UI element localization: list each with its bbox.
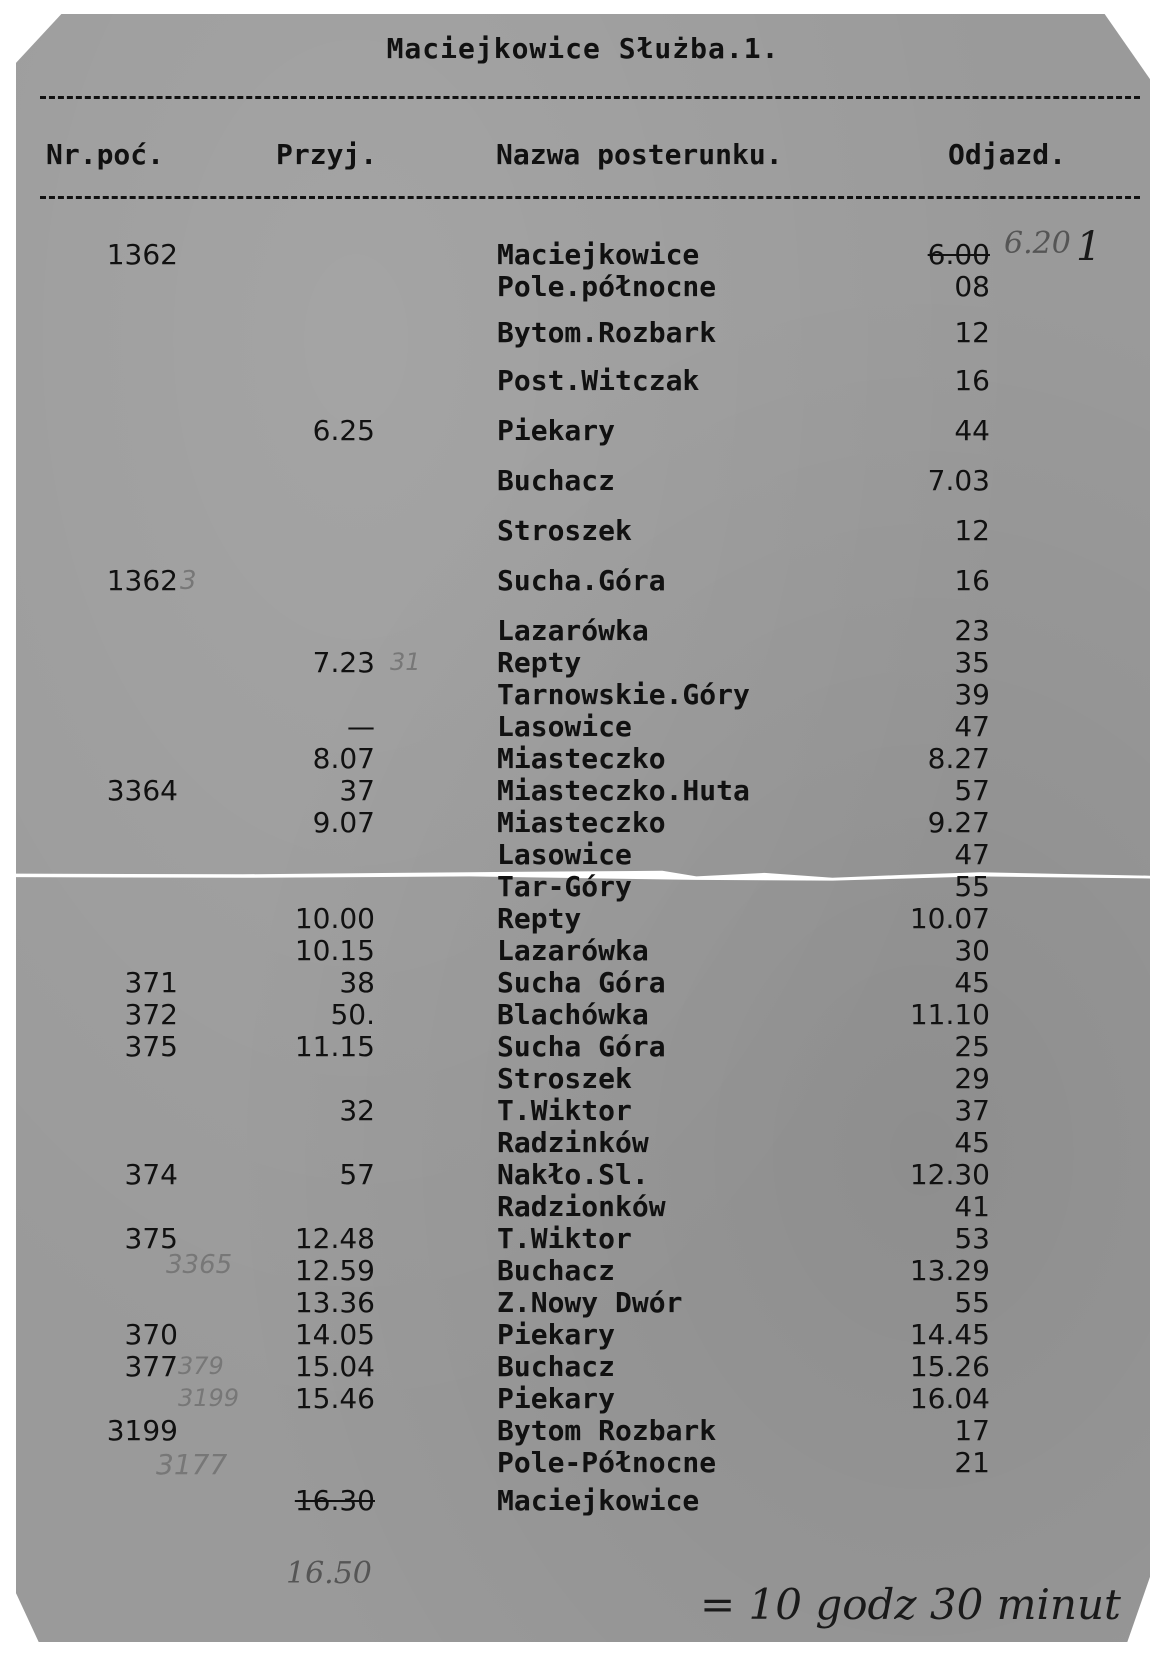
header-nr: Nr.poć. — [46, 138, 165, 171]
station-name: Pole.północne — [497, 270, 717, 303]
departure-time: 44 — [954, 414, 990, 447]
station-name: T.Wiktor — [497, 1094, 632, 1127]
arrival-time: 16.30 — [294, 1484, 375, 1517]
station-name: Sucha Góra — [497, 966, 666, 999]
timetable-row — [0, 774, 1166, 806]
timetable-row — [0, 742, 1166, 774]
station-name: Tar-Góry — [497, 870, 632, 903]
timetable-row — [0, 464, 1166, 496]
departure-time: 55 — [954, 870, 990, 903]
timetable-row — [0, 1318, 1166, 1350]
departure-time: 57 — [954, 774, 990, 807]
pencil-note-375: 3365 — [166, 1250, 233, 1280]
station-name: Lazarówka — [497, 934, 649, 967]
station-name: Tarnowskie.Góry — [497, 678, 750, 711]
train-number: 372 — [124, 998, 178, 1031]
station-name: Piekary — [497, 414, 616, 447]
train-number: 1362 — [106, 564, 178, 597]
timetable-row — [0, 838, 1166, 870]
timetable-row — [0, 1382, 1166, 1414]
station-name: T.Wiktor — [497, 1222, 632, 1255]
timetable-row — [0, 870, 1166, 902]
timetable-row — [0, 710, 1166, 742]
timetable-row — [0, 1350, 1166, 1382]
train-number: 375 — [124, 1222, 178, 1255]
timetable-row — [0, 1158, 1166, 1190]
departure-time: 23 — [954, 614, 990, 647]
departure-time: 35 — [954, 646, 990, 679]
header-rule-top — [40, 96, 1140, 99]
arrival-time: 15.46 — [294, 1382, 375, 1415]
station-name: Buchacz — [497, 1254, 616, 1287]
station-name: Stroszek — [497, 514, 632, 547]
station-name: Miasteczko — [497, 742, 666, 775]
station-name: Buchacz — [497, 1350, 616, 1383]
header-odjazd: Odjazd. — [948, 138, 1067, 171]
departure-time: 21 — [954, 1446, 990, 1479]
timetable-row — [0, 1484, 1166, 1516]
station-name: Nakło.Sl. — [497, 1158, 649, 1191]
departure-time: 12.30 — [909, 1158, 990, 1191]
departure-time: 39 — [954, 678, 990, 711]
timetable-row — [0, 1190, 1166, 1222]
timetable-row — [0, 646, 1166, 678]
departure-time: 8.27 — [927, 742, 990, 775]
timetable-row — [0, 414, 1166, 446]
station-name: Buchacz — [497, 464, 616, 497]
station-name: Lazarówka — [497, 614, 649, 647]
station-name: Piekary — [497, 1382, 616, 1415]
departure-time: 47 — [954, 838, 990, 871]
departure-time: 45 — [954, 1126, 990, 1159]
station-name: Stroszek — [497, 1062, 632, 1095]
arrival-time: 32 — [339, 1094, 375, 1127]
train-number: 3199 — [106, 1414, 178, 1447]
station-name: Piekary — [497, 1318, 616, 1351]
departure-time: 12 — [954, 316, 990, 349]
arrival-time: 10.00 — [294, 902, 375, 935]
station-name: Pole-Północne — [497, 1446, 717, 1479]
timetable-row — [0, 238, 1166, 270]
departure-time: 29 — [954, 1062, 990, 1095]
timetable-row — [0, 270, 1166, 302]
train-number: 1362 — [106, 238, 178, 271]
handwritten-arrival-correction: 16.50 — [286, 1556, 372, 1591]
departure-time: 41 — [954, 1190, 990, 1223]
departure-time: 14.45 — [909, 1318, 990, 1351]
timetable-row — [0, 614, 1166, 646]
arrival-time: — — [347, 710, 375, 743]
timetable-row — [0, 902, 1166, 934]
station-name: Miasteczko.Huta — [497, 774, 750, 807]
arrival-time: 9.07 — [312, 806, 375, 839]
train-number: 371 — [124, 966, 178, 999]
station-name: Repty — [497, 646, 582, 679]
timetable-row — [0, 1062, 1166, 1094]
timetable-row — [0, 678, 1166, 710]
arrival-time: 8.07 — [312, 742, 375, 775]
pencil-note-723: 31 — [390, 648, 421, 676]
station-name: Maciejkowice — [497, 238, 700, 271]
pencil-note-3199: 3177 — [156, 1448, 228, 1481]
departure-time: 6.00 — [927, 238, 990, 271]
station-name: Blachówka — [497, 998, 649, 1031]
departure-time: 08 — [954, 270, 990, 303]
departure-time: 17 — [954, 1414, 990, 1447]
header-rule-bottom — [40, 196, 1140, 199]
station-name: Z.Nowy Dwór — [497, 1286, 683, 1319]
arrival-time: 14.05 — [294, 1318, 375, 1351]
arrival-time: 15.04 — [294, 1350, 375, 1383]
arrival-time: 11.15 — [294, 1030, 375, 1063]
timetable-row — [0, 934, 1166, 966]
arrival-time: 6.25 — [312, 414, 375, 447]
station-name: Sucha.Góra — [497, 564, 666, 597]
station-name: Radzionków — [497, 1190, 666, 1223]
arrival-time: 10.15 — [294, 934, 375, 967]
arrival-time: 38 — [339, 966, 375, 999]
timetable-row — [0, 316, 1166, 348]
station-name: Post.Witczak — [497, 364, 700, 397]
timetable-row — [0, 364, 1166, 396]
station-name: Radzinków — [497, 1126, 649, 1159]
departure-time: 16.04 — [909, 1382, 990, 1415]
station-name: Lasowice — [497, 710, 632, 743]
arrival-time: 37 — [339, 774, 375, 807]
station-name: Lasowice — [497, 838, 632, 871]
arrival-time: 50. — [330, 998, 375, 1031]
page-title: Maciejkowice Służba.1. — [386, 32, 780, 65]
station-name: Miasteczko — [497, 806, 666, 839]
station-name: Bytom.Rozbark — [497, 316, 717, 349]
handwritten-mark: 1 — [1076, 224, 1102, 270]
departure-time: 25 — [954, 1030, 990, 1063]
arrival-time: 12.48 — [294, 1222, 375, 1255]
train-number: 377 — [124, 1350, 178, 1383]
arrival-time: 57 — [339, 1158, 375, 1191]
train-number: 3364 — [106, 774, 178, 807]
timetable-row — [0, 514, 1166, 546]
departure-time: 10.07 — [909, 902, 990, 935]
station-name: Sucha Góra — [497, 1030, 666, 1063]
station-name: Repty — [497, 902, 582, 935]
timetable-row — [0, 806, 1166, 838]
departure-time: 30 — [954, 934, 990, 967]
pencil-note-377: 3199 — [178, 1384, 240, 1412]
timetable-row — [0, 1126, 1166, 1158]
timetable-row — [0, 1414, 1166, 1446]
header-nazwa: Nazwa posterunku. — [496, 138, 783, 171]
train-number: 370 — [124, 1318, 178, 1351]
station-name: Bytom Rozbark — [497, 1414, 717, 1447]
timetable-row — [0, 966, 1166, 998]
arrival-time: 13.36 — [294, 1286, 375, 1319]
handwritten-total-time: = 10 godz 30 minut — [700, 1580, 1121, 1629]
header-przyj: Przyj. — [276, 138, 378, 171]
timetable-row — [0, 564, 1166, 596]
pencil-note-1362: 3 — [180, 566, 197, 596]
pencil-note-370: 379 — [178, 1352, 224, 1380]
departure-time: 13.29 — [909, 1254, 990, 1287]
departure-time: 12 — [954, 514, 990, 547]
timetable-row — [0, 1286, 1166, 1318]
train-number: 374 — [124, 1158, 178, 1191]
arrival-time: 7.23 — [312, 646, 375, 679]
departure-time: 37 — [954, 1094, 990, 1127]
departure-time: 16 — [954, 564, 990, 597]
departure-time: 11.10 — [909, 998, 990, 1031]
handwritten-departure-correction: 6.20 — [1004, 226, 1071, 261]
timetable-row — [0, 998, 1166, 1030]
arrival-time: 12.59 — [294, 1254, 375, 1287]
train-number: 375 — [124, 1030, 178, 1063]
timetable-row — [0, 1030, 1166, 1062]
departure-time: 47 — [954, 710, 990, 743]
departure-time: 55 — [954, 1286, 990, 1319]
departure-time: 16 — [954, 364, 990, 397]
departure-time: 15.26 — [909, 1350, 990, 1383]
departure-time: 53 — [954, 1222, 990, 1255]
departure-time: 9.27 — [927, 806, 990, 839]
departure-time: 7.03 — [927, 464, 990, 497]
departure-time: 45 — [954, 966, 990, 999]
station-name: Maciejkowice — [497, 1484, 700, 1517]
timetable-row — [0, 1094, 1166, 1126]
